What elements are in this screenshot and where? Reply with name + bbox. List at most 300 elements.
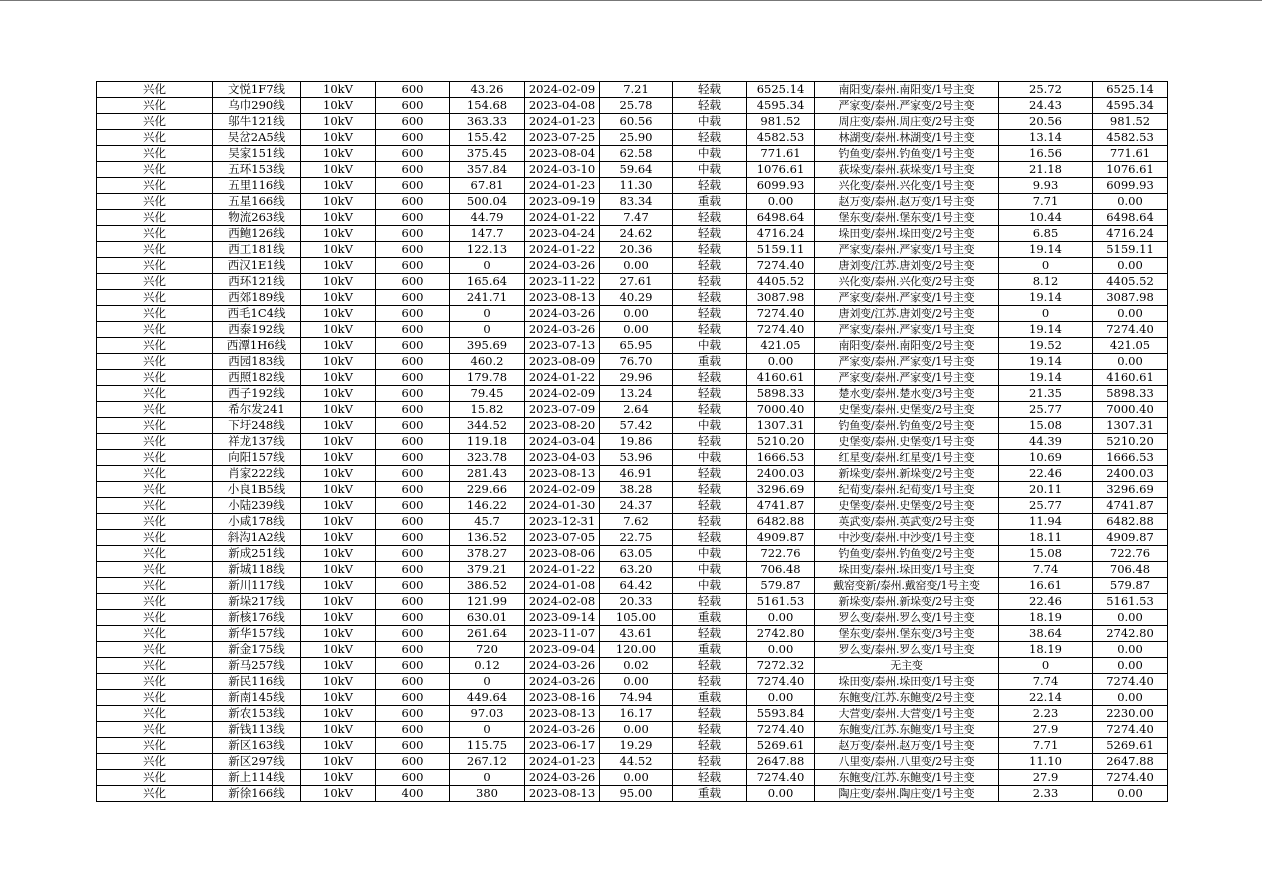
line-name-cell: 新民116线	[213, 674, 301, 690]
date-cell: 2023-12-31	[525, 514, 600, 530]
load-rate-cell: 120.00	[600, 642, 673, 658]
table-row	[97, 258, 1168, 274]
region-cell: 兴化	[97, 530, 213, 546]
date-cell: 2024-01-30	[525, 498, 600, 514]
line-name-cell: 新城118线	[213, 562, 301, 578]
region-cell: 兴化	[97, 578, 213, 594]
date-cell: 2023-07-05	[525, 530, 600, 546]
load-rate-cell: 20.36	[600, 242, 673, 258]
max-current-cell: 460.2	[450, 354, 525, 370]
max-current-cell: 357.84	[450, 162, 525, 178]
date-cell: 2024-02-09	[525, 386, 600, 402]
rated-current-cell: 600	[376, 690, 450, 706]
rated-current-cell: 600	[376, 146, 450, 162]
transformer-load-cell: 0	[999, 658, 1093, 674]
open-capacity-cell: 771.61	[1093, 146, 1168, 162]
load-status-cell: 中载	[673, 418, 747, 434]
load-status-cell: 中载	[673, 114, 747, 130]
open-capacity-cell: 5898.33	[1093, 386, 1168, 402]
line-name-cell: 五里116线	[213, 178, 301, 194]
load-status-cell: 轻载	[673, 658, 747, 674]
voltage-cell: 10kV	[301, 354, 376, 370]
open-capacity-cell: 4741.87	[1093, 498, 1168, 514]
transformer-load-cell: 7.71	[999, 738, 1093, 754]
line-name-cell: 向阳157线	[213, 450, 301, 466]
voltage-cell: 10kV	[301, 690, 376, 706]
max-current-cell: 500.04	[450, 194, 525, 210]
line-name-cell: 新农153线	[213, 706, 301, 722]
table-row	[97, 498, 1168, 514]
available-capacity-cell: 706.48	[747, 562, 815, 578]
rated-current-cell: 600	[376, 338, 450, 354]
substation-transformer-cell: 林湖变/泰州.林湖变/1号主变	[815, 130, 999, 146]
table-row	[97, 530, 1168, 546]
date-cell: 2023-08-04	[525, 146, 600, 162]
table-row	[97, 466, 1168, 482]
line-name-cell: 新金175线	[213, 642, 301, 658]
open-capacity-cell: 421.05	[1093, 338, 1168, 354]
max-current-cell: 344.52	[450, 418, 525, 434]
region-cell: 兴化	[97, 610, 213, 626]
substation-transformer-cell: 严家变/泰州.严家变/1号主变	[815, 354, 999, 370]
max-current-cell: 395.69	[450, 338, 525, 354]
date-cell: 2023-08-13	[525, 466, 600, 482]
substation-transformer-cell: 罗么变/泰州.罗么变/1号主变	[815, 642, 999, 658]
open-capacity-cell: 4716.24	[1093, 226, 1168, 242]
load-rate-cell: 25.90	[600, 130, 673, 146]
table-row	[97, 226, 1168, 242]
substation-transformer-cell: 无主变	[815, 658, 999, 674]
available-capacity-cell: 7274.40	[747, 722, 815, 738]
date-cell: 2023-08-13	[525, 706, 600, 722]
rated-current-cell: 600	[376, 354, 450, 370]
rated-current-cell: 600	[376, 418, 450, 434]
substation-transformer-cell: 荻垛变/泰州.荻垛变/1号主变	[815, 162, 999, 178]
table-row	[97, 706, 1168, 722]
available-capacity-cell: 6525.14	[747, 82, 815, 98]
substation-transformer-cell: 垛田变/泰州.垛田变/1号主变	[815, 562, 999, 578]
voltage-cell: 10kV	[301, 274, 376, 290]
substation-transformer-cell: 钓鱼变/泰州.钓鱼变/2号主变	[815, 418, 999, 434]
region-cell: 兴化	[97, 274, 213, 290]
line-name-cell: 希尔发241	[213, 402, 301, 418]
max-current-cell: 155.42	[450, 130, 525, 146]
substation-transformer-cell: 唐刘变/江苏.唐刘变/2号主变	[815, 306, 999, 322]
open-capacity-cell: 0.00	[1093, 194, 1168, 210]
line-name-cell: 小良1B5线	[213, 482, 301, 498]
max-current-cell: 146.22	[450, 498, 525, 514]
transformer-load-cell: 19.14	[999, 290, 1093, 306]
open-capacity-cell: 0.00	[1093, 642, 1168, 658]
load-rate-cell: 95.00	[600, 786, 673, 802]
transformer-load-cell: 19.52	[999, 338, 1093, 354]
load-status-cell: 轻载	[673, 482, 747, 498]
available-capacity-cell: 4741.87	[747, 498, 815, 514]
region-cell: 兴化	[97, 210, 213, 226]
date-cell: 2023-09-19	[525, 194, 600, 210]
load-status-cell: 轻载	[673, 98, 747, 114]
date-cell: 2023-09-04	[525, 642, 600, 658]
substation-transformer-cell: 赵万变/泰州.赵万变/1号主变	[815, 194, 999, 210]
load-rate-cell: 20.33	[600, 594, 673, 610]
rated-current-cell: 600	[376, 402, 450, 418]
voltage-cell: 10kV	[301, 178, 376, 194]
substation-transformer-cell: 严家变/泰州.严家变/1号主变	[815, 370, 999, 386]
line-name-cell: 新钱113线	[213, 722, 301, 738]
date-cell: 2023-08-09	[525, 354, 600, 370]
region-cell: 兴化	[97, 114, 213, 130]
table-row	[97, 546, 1168, 562]
region-cell: 兴化	[97, 226, 213, 242]
load-rate-cell: 29.96	[600, 370, 673, 386]
available-capacity-cell: 5269.61	[747, 738, 815, 754]
line-name-cell: 肖家222线	[213, 466, 301, 482]
substation-transformer-cell: 严家变/泰州.严家变/1号主变	[815, 242, 999, 258]
rated-current-cell: 600	[376, 498, 450, 514]
rated-current-cell: 600	[376, 450, 450, 466]
table-row	[97, 306, 1168, 322]
line-name-cell: 新垛217线	[213, 594, 301, 610]
load-status-cell: 中载	[673, 578, 747, 594]
open-capacity-cell: 0.00	[1093, 354, 1168, 370]
rated-current-cell: 600	[376, 482, 450, 498]
line-name-cell: 新南145线	[213, 690, 301, 706]
load-rate-cell: 22.75	[600, 530, 673, 546]
region-cell: 兴化	[97, 258, 213, 274]
region-cell: 兴化	[97, 242, 213, 258]
table-row	[97, 434, 1168, 450]
rated-current-cell: 600	[376, 626, 450, 642]
transformer-load-cell: 21.18	[999, 162, 1093, 178]
line-name-cell: 小陆239线	[213, 498, 301, 514]
available-capacity-cell: 3296.69	[747, 482, 815, 498]
transformer-load-cell: 10.69	[999, 450, 1093, 466]
load-status-cell: 轻载	[673, 130, 747, 146]
transformer-load-cell: 20.11	[999, 482, 1093, 498]
available-capacity-cell: 6498.64	[747, 210, 815, 226]
rated-current-cell: 600	[376, 434, 450, 450]
transformer-load-cell: 18.11	[999, 530, 1093, 546]
available-capacity-cell: 2742.80	[747, 626, 815, 642]
open-capacity-cell: 0.00	[1093, 658, 1168, 674]
available-capacity-cell: 7274.40	[747, 674, 815, 690]
rated-current-cell: 600	[376, 226, 450, 242]
date-cell: 2023-11-22	[525, 274, 600, 290]
substation-transformer-cell: 垛田变/泰州.垛田变/2号主变	[815, 226, 999, 242]
substation-transformer-cell: 史堡变/泰州.史堡变/1号主变	[815, 434, 999, 450]
open-capacity-cell: 4160.61	[1093, 370, 1168, 386]
line-name-cell: 五星166线	[213, 194, 301, 210]
open-capacity-cell: 0.00	[1093, 690, 1168, 706]
max-current-cell: 380	[450, 786, 525, 802]
transformer-load-cell: 11.10	[999, 754, 1093, 770]
voltage-cell: 10kV	[301, 498, 376, 514]
rated-current-cell: 600	[376, 322, 450, 338]
load-status-cell: 轻载	[673, 370, 747, 386]
substation-transformer-cell: 周庄变/泰州.周庄变/2号主变	[815, 114, 999, 130]
load-status-cell: 轻载	[673, 258, 747, 274]
rated-current-cell: 600	[376, 738, 450, 754]
region-cell: 兴化	[97, 370, 213, 386]
load-rate-cell: 0.00	[600, 258, 673, 274]
transformer-load-cell: 2.33	[999, 786, 1093, 802]
available-capacity-cell: 7274.40	[747, 322, 815, 338]
region-cell: 兴化	[97, 402, 213, 418]
table-row	[97, 514, 1168, 530]
rated-current-cell: 600	[376, 194, 450, 210]
line-name-cell: 新上114线	[213, 770, 301, 786]
rated-current-cell: 600	[376, 178, 450, 194]
available-capacity-cell: 7000.40	[747, 402, 815, 418]
line-name-cell: 乌巾290线	[213, 98, 301, 114]
line-name-cell: 新核176线	[213, 610, 301, 626]
date-cell: 2024-01-23	[525, 754, 600, 770]
open-capacity-cell: 3087.98	[1093, 290, 1168, 306]
load-rate-cell: 7.62	[600, 514, 673, 530]
table-row	[97, 418, 1168, 434]
load-status-cell: 轻载	[673, 738, 747, 754]
load-rate-cell: 65.95	[600, 338, 673, 354]
voltage-cell: 10kV	[301, 418, 376, 434]
substation-transformer-cell: 史堡变/泰州.史堡变/2号主变	[815, 402, 999, 418]
substation-transformer-cell: 楚水变/泰州.楚水变/3号主变	[815, 386, 999, 402]
max-current-cell: 165.64	[450, 274, 525, 290]
open-capacity-cell: 6498.64	[1093, 210, 1168, 226]
max-current-cell: 45.7	[450, 514, 525, 530]
max-current-cell: 122.13	[450, 242, 525, 258]
rated-current-cell: 600	[376, 578, 450, 594]
available-capacity-cell: 0.00	[747, 642, 815, 658]
transformer-load-cell: 9.93	[999, 178, 1093, 194]
voltage-cell: 10kV	[301, 386, 376, 402]
region-cell: 兴化	[97, 594, 213, 610]
available-capacity-cell: 981.52	[747, 114, 815, 130]
transformer-load-cell: 0	[999, 306, 1093, 322]
transformer-load-cell: 18.19	[999, 610, 1093, 626]
table-row	[97, 786, 1168, 802]
load-rate-cell: 74.94	[600, 690, 673, 706]
date-cell: 2024-01-22	[525, 242, 600, 258]
open-capacity-cell: 5161.53	[1093, 594, 1168, 610]
max-current-cell: 97.03	[450, 706, 525, 722]
transformer-load-cell: 21.35	[999, 386, 1093, 402]
rated-current-cell: 600	[376, 82, 450, 98]
rated-current-cell: 600	[376, 114, 450, 130]
date-cell: 2023-07-25	[525, 130, 600, 146]
available-capacity-cell: 7274.40	[747, 770, 815, 786]
region-cell: 兴化	[97, 450, 213, 466]
transformer-load-cell: 25.77	[999, 498, 1093, 514]
line-name-cell: 西潭1H6线	[213, 338, 301, 354]
region-cell: 兴化	[97, 178, 213, 194]
load-status-cell: 重载	[673, 354, 747, 370]
table-row	[97, 450, 1168, 466]
available-capacity-cell: 0.00	[747, 610, 815, 626]
voltage-cell: 10kV	[301, 162, 376, 178]
open-capacity-cell: 6525.14	[1093, 82, 1168, 98]
transformer-load-cell: 25.72	[999, 82, 1093, 98]
load-status-cell: 轻载	[673, 674, 747, 690]
load-rate-cell: 19.86	[600, 434, 673, 450]
voltage-cell: 10kV	[301, 754, 376, 770]
transformer-load-cell: 19.14	[999, 322, 1093, 338]
substation-transformer-cell: 戴窑变新/泰州.戴窑变/1号主变	[815, 578, 999, 594]
date-cell: 2024-01-22	[525, 562, 600, 578]
load-rate-cell: 38.28	[600, 482, 673, 498]
substation-transformer-cell: 严家变/泰州.严家变/1号主变	[815, 322, 999, 338]
max-current-cell: 386.52	[450, 578, 525, 594]
region-cell: 兴化	[97, 642, 213, 658]
open-capacity-cell: 6099.93	[1093, 178, 1168, 194]
date-cell: 2024-03-26	[525, 722, 600, 738]
voltage-cell: 10kV	[301, 130, 376, 146]
rated-current-cell: 600	[376, 370, 450, 386]
line-name-cell: 新区297线	[213, 754, 301, 770]
transformer-load-cell: 22.14	[999, 690, 1093, 706]
available-capacity-cell: 421.05	[747, 338, 815, 354]
load-status-cell: 重载	[673, 610, 747, 626]
open-capacity-cell: 7000.40	[1093, 402, 1168, 418]
max-current-cell: 241.71	[450, 290, 525, 306]
load-status-cell: 轻载	[673, 498, 747, 514]
region-cell: 兴化	[97, 770, 213, 786]
transformer-load-cell: 22.46	[999, 594, 1093, 610]
line-name-cell: 西照182线	[213, 370, 301, 386]
available-capacity-cell: 4909.87	[747, 530, 815, 546]
region-cell: 兴化	[97, 354, 213, 370]
load-status-cell: 轻载	[673, 82, 747, 98]
load-rate-cell: 24.37	[600, 498, 673, 514]
voltage-cell: 10kV	[301, 674, 376, 690]
line-name-cell: 新马257线	[213, 658, 301, 674]
date-cell: 2023-04-08	[525, 98, 600, 114]
date-cell: 2024-02-08	[525, 594, 600, 610]
transformer-load-cell: 15.08	[999, 418, 1093, 434]
load-status-cell: 轻载	[673, 722, 747, 738]
rated-current-cell: 600	[376, 562, 450, 578]
max-current-cell: 281.43	[450, 466, 525, 482]
region-cell: 兴化	[97, 338, 213, 354]
transformer-load-cell: 20.56	[999, 114, 1093, 130]
line-name-cell: 五环153线	[213, 162, 301, 178]
available-capacity-cell: 4595.34	[747, 98, 815, 114]
load-status-cell: 轻载	[673, 466, 747, 482]
available-capacity-cell: 6482.88	[747, 514, 815, 530]
max-current-cell: 375.45	[450, 146, 525, 162]
voltage-cell: 10kV	[301, 466, 376, 482]
region-cell: 兴化	[97, 82, 213, 98]
max-current-cell: 179.78	[450, 370, 525, 386]
available-capacity-cell: 7272.32	[747, 658, 815, 674]
rated-current-cell: 600	[376, 610, 450, 626]
max-current-cell: 720	[450, 642, 525, 658]
load-rate-cell: 0.02	[600, 658, 673, 674]
voltage-cell: 10kV	[301, 290, 376, 306]
transformer-load-cell: 13.14	[999, 130, 1093, 146]
load-status-cell: 轻载	[673, 290, 747, 306]
max-current-cell: 0	[450, 770, 525, 786]
transformer-load-cell: 18.19	[999, 642, 1093, 658]
available-capacity-cell: 1307.31	[747, 418, 815, 434]
load-status-cell: 轻载	[673, 306, 747, 322]
line-name-cell: 新华157线	[213, 626, 301, 642]
max-current-cell: 0	[450, 258, 525, 274]
table-row	[97, 98, 1168, 114]
substation-transformer-cell: 罗么变/泰州.罗么变/1号主变	[815, 610, 999, 626]
table-row	[97, 770, 1168, 786]
max-current-cell: 119.18	[450, 434, 525, 450]
date-cell: 2023-11-07	[525, 626, 600, 642]
open-capacity-cell: 0.00	[1093, 786, 1168, 802]
load-rate-cell: 60.56	[600, 114, 673, 130]
voltage-cell: 10kV	[301, 706, 376, 722]
region-cell: 兴化	[97, 194, 213, 210]
line-name-cell: 新徐166线	[213, 786, 301, 802]
transformer-load-cell: 15.08	[999, 546, 1093, 562]
voltage-cell: 10kV	[301, 98, 376, 114]
available-capacity-cell: 1076.61	[747, 162, 815, 178]
available-capacity-cell: 5161.53	[747, 594, 815, 610]
line-name-cell: 斜沟1A2线	[213, 530, 301, 546]
region-cell: 兴化	[97, 562, 213, 578]
feeder-load-table	[96, 81, 1168, 802]
voltage-cell: 10kV	[301, 738, 376, 754]
open-capacity-cell: 5210.20	[1093, 434, 1168, 450]
substation-transformer-cell: 唐刘变/江苏.唐刘变/2号主变	[815, 258, 999, 274]
substation-transformer-cell: 红星变/泰州.红星变/1号主变	[815, 450, 999, 466]
date-cell: 2024-01-23	[525, 178, 600, 194]
region-cell: 兴化	[97, 626, 213, 642]
transformer-load-cell: 6.85	[999, 226, 1093, 242]
region-cell: 兴化	[97, 306, 213, 322]
max-current-cell: 43.26	[450, 82, 525, 98]
date-cell: 2023-07-09	[525, 402, 600, 418]
transformer-load-cell: 38.64	[999, 626, 1093, 642]
load-status-cell: 轻载	[673, 402, 747, 418]
rated-current-cell: 400	[376, 786, 450, 802]
load-rate-cell: 0.00	[600, 306, 673, 322]
region-cell: 兴化	[97, 722, 213, 738]
load-status-cell: 中载	[673, 562, 747, 578]
substation-transformer-cell: 钓鱼变/泰州.钓鱼变/2号主变	[815, 546, 999, 562]
available-capacity-cell: 0.00	[747, 786, 815, 802]
date-cell: 2024-03-26	[525, 258, 600, 274]
load-rate-cell: 11.30	[600, 178, 673, 194]
date-cell: 2023-04-03	[525, 450, 600, 466]
voltage-cell: 10kV	[301, 722, 376, 738]
substation-transformer-cell: 东鲍变/江苏.东鲍变/1号主变	[815, 770, 999, 786]
table-row	[97, 562, 1168, 578]
max-current-cell: 15.82	[450, 402, 525, 418]
line-name-cell: 新川117线	[213, 578, 301, 594]
open-capacity-cell: 7274.40	[1093, 722, 1168, 738]
voltage-cell: 10kV	[301, 82, 376, 98]
load-status-cell: 中载	[673, 162, 747, 178]
transformer-load-cell: 25.77	[999, 402, 1093, 418]
substation-transformer-cell: 英武变/泰州.英武变/2号主变	[815, 514, 999, 530]
line-name-cell: 下圩248线	[213, 418, 301, 434]
voltage-cell: 10kV	[301, 402, 376, 418]
substation-transformer-cell: 中沙变/泰州.中沙变/1号主变	[815, 530, 999, 546]
table-row	[97, 402, 1168, 418]
open-capacity-cell: 0.00	[1093, 258, 1168, 274]
region-cell: 兴化	[97, 418, 213, 434]
available-capacity-cell: 4160.61	[747, 370, 815, 386]
open-capacity-cell: 2742.80	[1093, 626, 1168, 642]
voltage-cell: 10kV	[301, 450, 376, 466]
open-capacity-cell: 2400.03	[1093, 466, 1168, 482]
voltage-cell: 10kV	[301, 434, 376, 450]
